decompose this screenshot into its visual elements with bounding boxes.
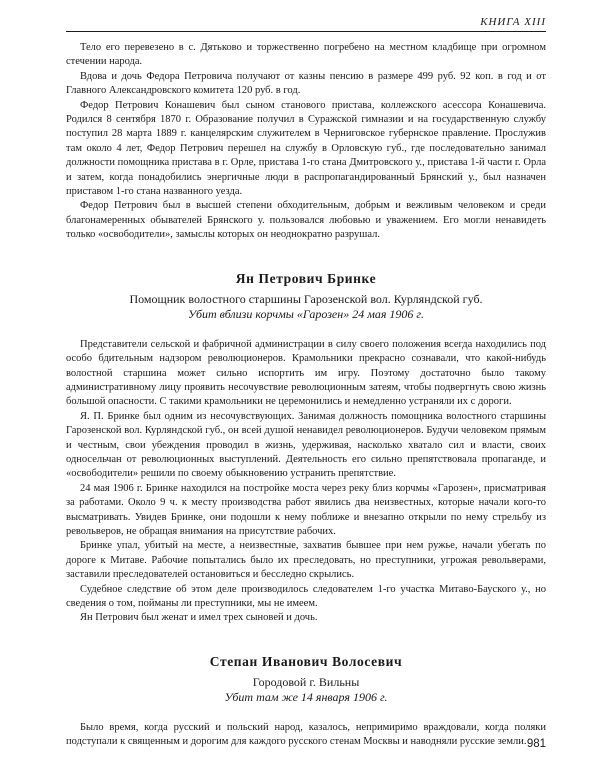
paragraph: Федор Петрович был в высшей степени обходительным, добрым и вежливым человеком и среди благонамеренных обывателей Брянского у. пользовался любовью и уважением. Его могли ненавидеть только «освободители», замыслы которых он неоднократно разрушал.: [66, 200, 546, 241]
spacer: [66, 243, 546, 271]
page-number: 981: [526, 738, 546, 750]
paragraph: Было время, когда русский и польский народ, казалось, непримиримо враждовали, когда поляки подступали к священным и дорогим для каждого русского стенам Москвы и наводняли русские земли.: [66, 721, 546, 748]
paragraph: Судебное следствие об этом деле производилось следователем 1-го участка Митаво-Бауского у., но сведения о том, пойманы ли преступники, мы не имеем.: [66, 583, 546, 609]
entry-name: Степан Иванович Волосевич: [209, 653, 403, 669]
entry-killed-note: Убит вблизи корчмы «Гарозен» 24 мая 1906 г.: [188, 306, 424, 321]
paragraph: Бринке упал, убитый на месте, а неизвестные, захватив бывшее при нем ружье, начали убегать по дороге к Митаве. Рабочие попытались было их преследовать, но преступники, угрожая револьверами, заставили преследователей остановиться и бесследно скрылись.: [66, 540, 546, 581]
paragraph: Тело его перевезено в с. Дятьково и торжественно погребено на местном кладбище при огромном стечении народа.: [66, 42, 546, 68]
spacer: [66, 705, 546, 721]
paragraph: Ян Петрович был женат и имел трех сыновей и дочь.: [80, 612, 318, 624]
running-head: КНИГА XIII: [480, 16, 546, 28]
section-continuation: [66, 41, 546, 243]
paragraph: 24 мая 1906 г. Бринке находился на постройке моста через реку близ корчмы «Гарозен», присматривая за работами. Около 9 ч. к месту производства работ явились два неизвестных, которые начали кого-то высматривать. Увидев Бринке, они подошли к нему поближе и внезапно открыли по нему стрельбу из револьверов, не обращая внимания на присутствие рабочих.: [66, 482, 546, 537]
paragraph: Представители сельской и фабричной администрации в силу своего положения всегда находились под особо бдительным надзором революционеров. Крамольники прекрасно сознавали, что какой-нибудь волостной старшина может сильно испортить им игру. Поэтому достаточно было такому административному лицу проявить несочувствие революционным затеям, чтобы подвергнуть свою жизнь большой опасности. С такими крамольники не церемонились и немедленно устраняли их с дороги.: [66, 338, 546, 408]
spacer: [66, 626, 546, 654]
paragraph: Вдова и дочь Федора Петровича получают от казны пенсию в размере 499 руб. 92 коп. в год и от Главного Александровского комитета 120 руб. в год.: [66, 70, 546, 97]
entry-position: Помощник волостного старшины Гарозенской вол. Курляндской губ.: [129, 291, 483, 306]
entry-brinke: [66, 271, 546, 626]
entry-volosevich: [66, 654, 546, 750]
entry-killed-note: Убит там же 14 января 1906 г.: [224, 689, 388, 704]
spacer: [66, 322, 546, 338]
paragraph: Я. П. Бринке был одним из несочувствующих. Занимая должность помощника волостного старшины Гарозенской вол. Курляндской губ., он всей душой ненавидел революционеров. Будучи человеком прямым и честным, свои убеждения проводил в жизнь, удерживая, насколько хватало сил и власти, своих односельчан от революционных выступлений. Деятельность его сильно препятствовала пропаганде, и «освободители» решили по своему обыкновению устранить препятствие.: [66, 410, 546, 480]
paragraph: Федор Петрович Конашевич был сыном станового пристава, коллежского асессора Конашевича. Родился 8 сентября 1870 г. Образование получил в Суражской гимназии и на государственную службу поступил 28 марта 1889 г. канцелярским служителем в Черниговское губернское правление. Прослужив там около 4 лет, Федор Петрович перешел на службу в Орловскую губ., где последовательно занимал должности помощника пристава в г. Орле, пристава 1-го стана Дмитровского у., пристава 1-й части г. Орла и затем, когда понадобились энергичные люди в распропагандированный Брянский у., был назначен приставом 1-го стана названного уезда.: [66, 99, 546, 198]
page-content: [66, 41, 546, 750]
entry-position: Городовой г. Вильны: [252, 674, 360, 689]
header-rule: [66, 31, 546, 32]
entry-name: Ян Петрович Бринке: [235, 270, 377, 286]
